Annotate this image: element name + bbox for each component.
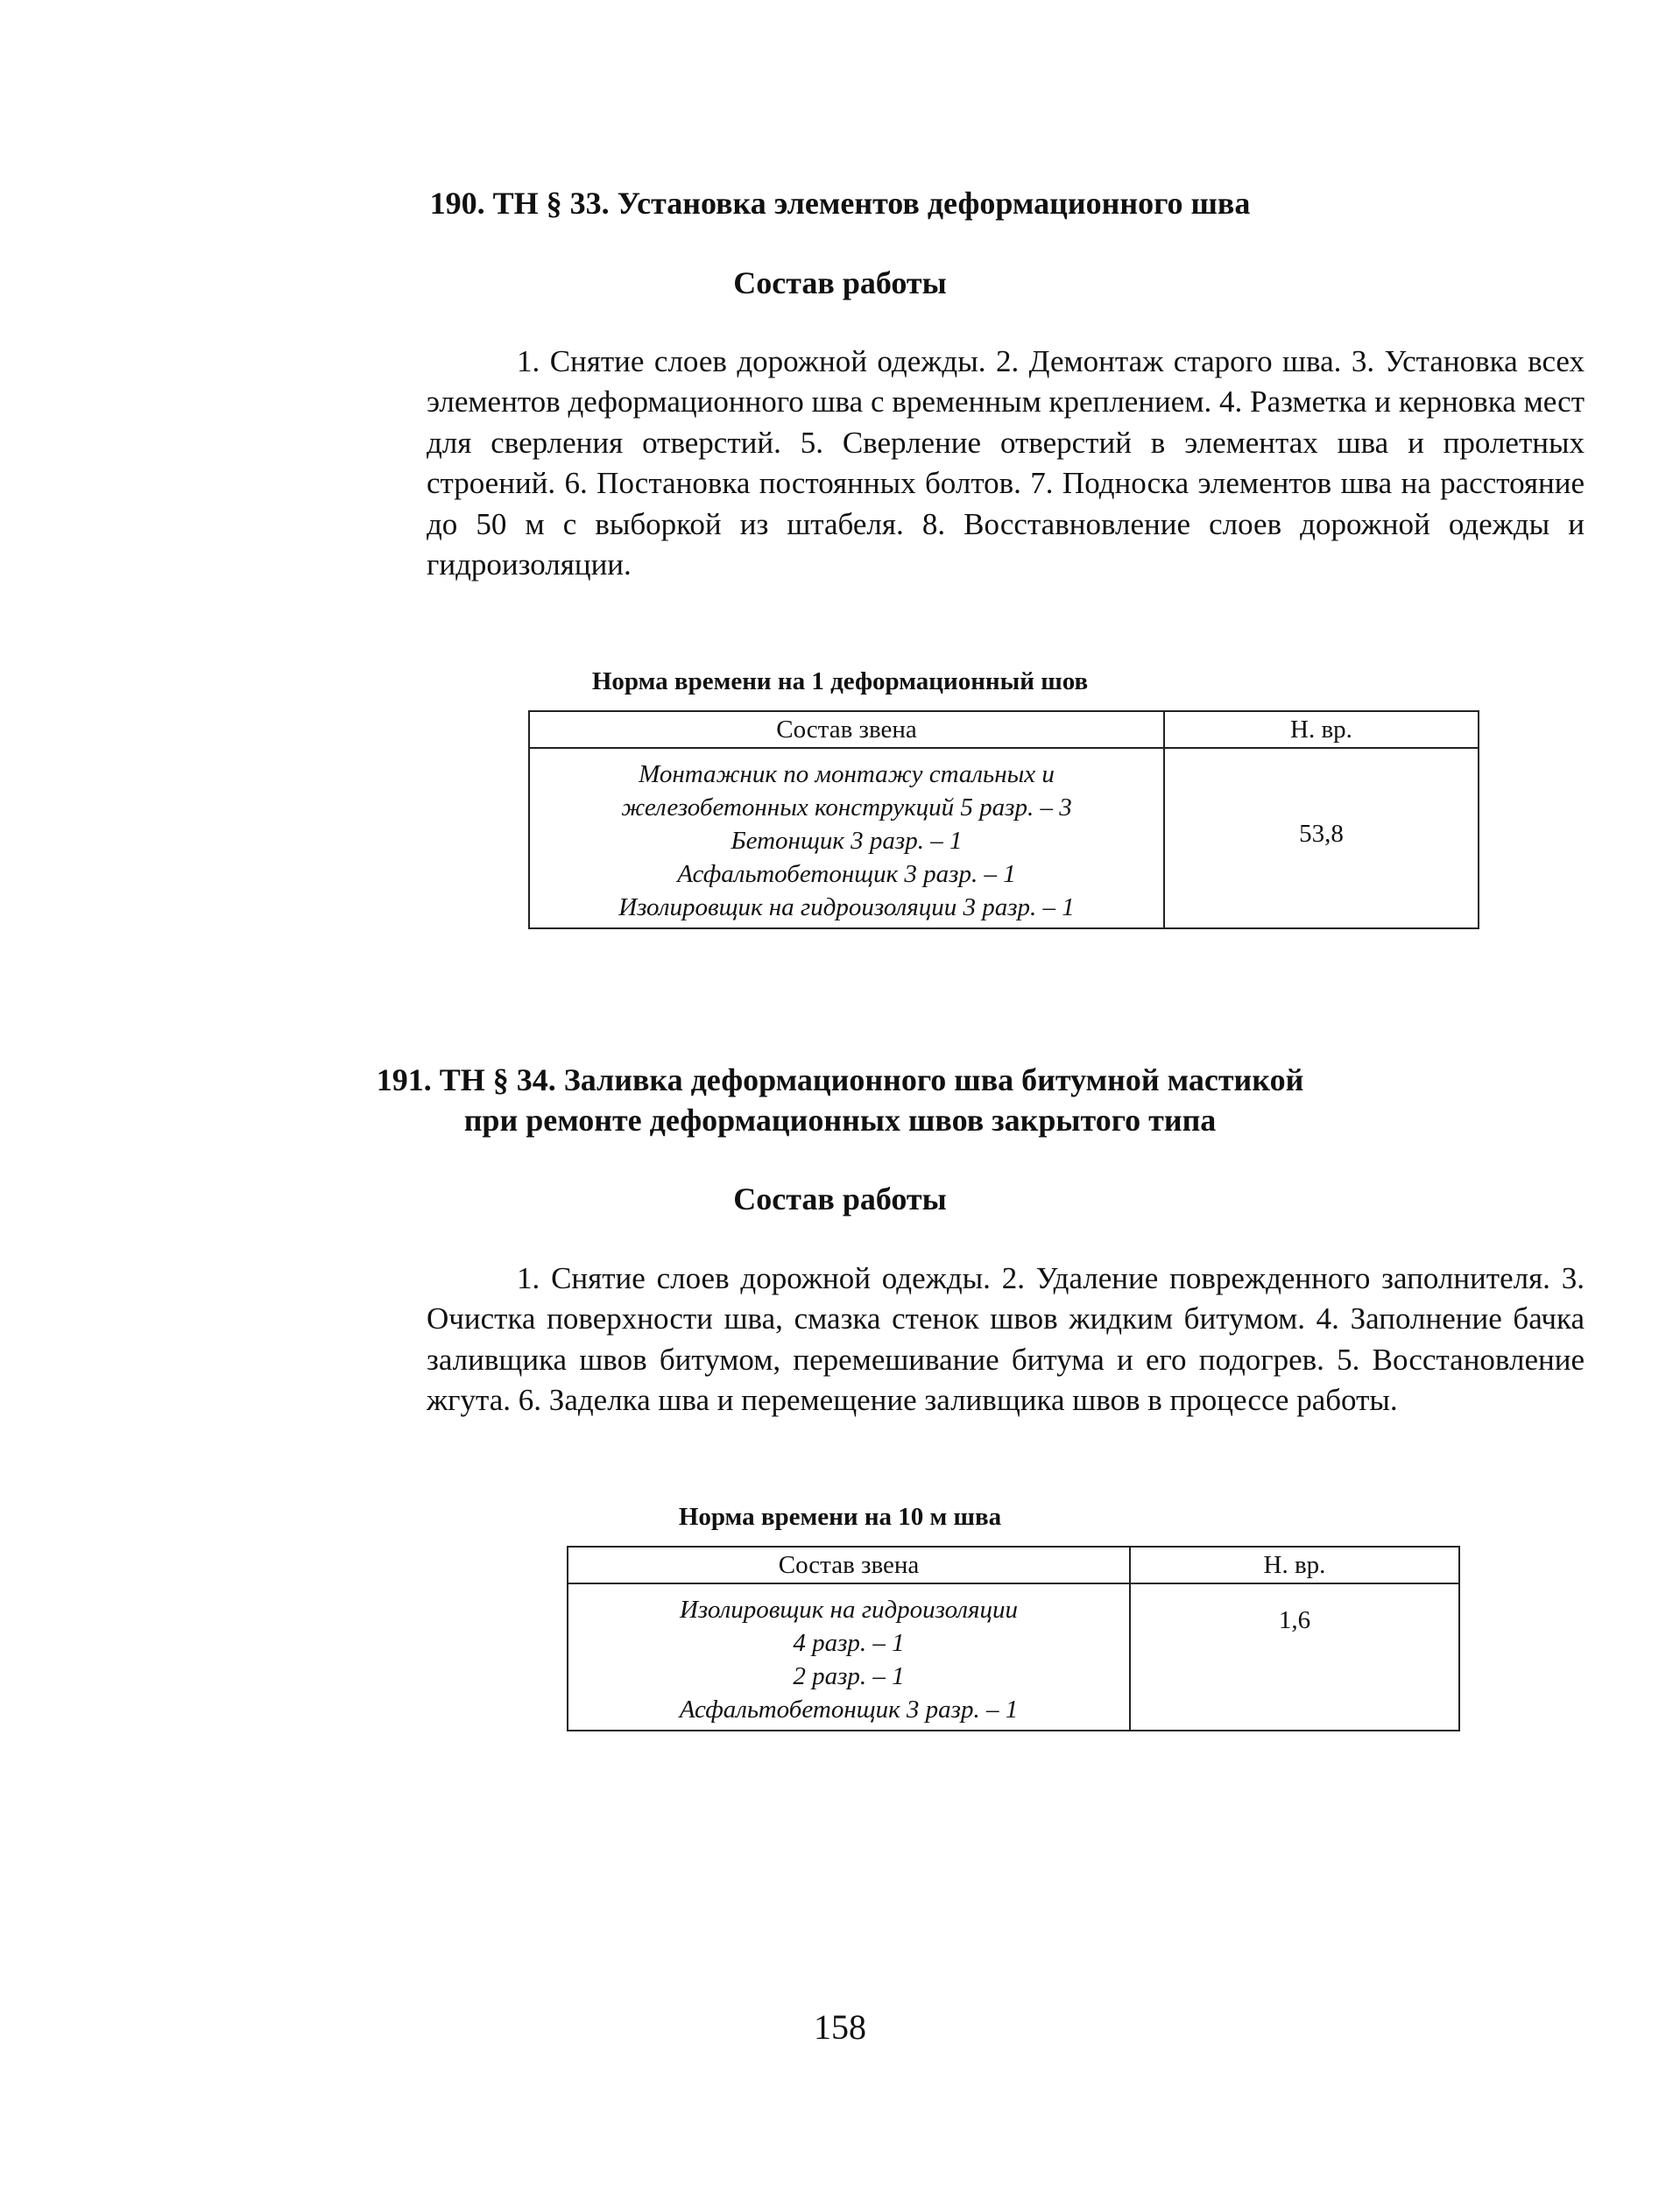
page-number: 158 <box>814 2007 866 2047</box>
crew-line: Асфальтобетонщик 3 разр. – 1 <box>677 860 1016 888</box>
col-header-norm: Н. вр. <box>1130 1547 1459 1583</box>
table-row <box>529 748 1479 928</box>
section-190-norm-table <box>528 710 1479 929</box>
crew-line: Изолировщик на гидроизоляции <box>679 1596 1019 1624</box>
crew-line: Асфальтобетонщик 3 разр. – 1 <box>679 1696 1019 1724</box>
col-header-crew: Состав звена <box>529 711 1164 748</box>
crew-line: 2 разр. – 1 <box>793 1662 905 1690</box>
crew-line: Бетонщик 3 разр. – 1 <box>731 827 963 855</box>
section-191-heading-line1: 191. ТН § 34. Заливка деформационного шва битумной мастикой <box>376 1062 1304 1097</box>
section-191-heading-line2: при ремонте деформационных швов закрытого типа <box>463 1103 1217 1138</box>
crew-line: Монтажник по монтажу стальных и <box>639 760 1055 788</box>
crew-line: железобетонных конструкций 5 разр. – 3 <box>621 793 1072 821</box>
crew-line: Изолировщик на гидроизоляции 3 разр. – 1 <box>618 893 1075 921</box>
section-190-subheading: Состав работы <box>733 265 947 300</box>
section-191-table-title: Норма времени на 10 м шва <box>678 1503 1002 1531</box>
section-191-subheading: Состав работы <box>733 1181 947 1216</box>
col-header-crew: Состав звена <box>568 1547 1130 1583</box>
crew-line: 4 разр. – 1 <box>793 1629 905 1657</box>
col-header-norm: Н. вр. <box>1164 711 1479 748</box>
norm-value-cell: 1,6 <box>1130 1583 1459 1731</box>
norm-value-cell: 53,8 <box>1164 748 1479 928</box>
table-row <box>568 1583 1459 1731</box>
crew-cell <box>568 1583 1130 1731</box>
section-190-table-title: Норма времени на 1 деформационный шов <box>591 667 1089 695</box>
section-191-paragraph: 1. Снятие слоев дорожной одежды. 2. Удаление поврежденного заполнителя. 3. Очистка поверхности шва, смазка стенок швов жидким битумом. 4. Заполнение бачка заливщика швов битумом, перемешивание битума и его подогрев. 5. Восстановление жгута. 6. Заделка шва и перемещение заливщика швов в процессе работы. <box>427 1261 1585 1418</box>
table-header-row <box>529 711 1479 748</box>
section-191-norm-table <box>567 1546 1460 1731</box>
table-header-row <box>568 1547 1459 1583</box>
section-190-heading: 190. ТН § 33. Установка элементов деформационного шва <box>429 186 1251 221</box>
crew-cell <box>529 748 1164 928</box>
section-190-paragraph: 1. Снятие слоев дорожной одежды. 2. Демонтаж старого шва. 3. Установка всех элементов деформационного шва с временным креплением. 4. Разметка и керновка мест для сверления отверстий. 5. Сверление отверстий в элементах шва и пролетных строений. 6. Постановка постоянных болтов. 7. Подноска элементов шва на расстояние до 50 м с выборкой из штабеля. 8. Восставновление слоев дорожной одежды и гидроизоляции. <box>427 344 1585 582</box>
